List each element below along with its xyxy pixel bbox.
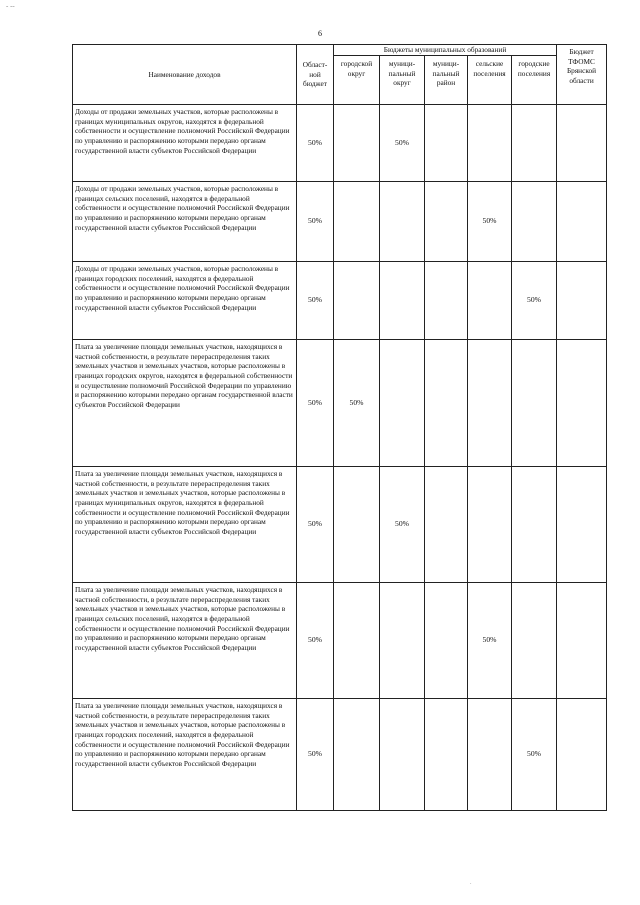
oblast-share: 50% — [297, 699, 334, 811]
tfoms-share — [557, 262, 607, 340]
tfoms-share — [557, 467, 607, 583]
municipal-okrug-share: 50% — [380, 467, 425, 583]
municipal-raion-share — [425, 583, 468, 699]
municipal-okrug-share — [380, 182, 425, 262]
revenue-name: Доходы от продажи земельных участков, которые расположены в границах городских поселений, находятся в федеральной собственности и осуществление полномочий Российской Федерации по управлению и распоряжению которыми передано органам государственной власти субъектов Российской Федерации — [75, 264, 290, 312]
header-urban-settlements: городские поселения — [512, 56, 557, 105]
table-row — [73, 105, 607, 182]
city-district-share — [334, 467, 380, 583]
revenue-name-cell — [73, 105, 297, 182]
oblast-share: 50% — [297, 583, 334, 699]
table-row — [73, 182, 607, 262]
municipal-okrug-share — [380, 699, 425, 811]
municipal-raion-share — [425, 105, 468, 182]
tfoms-share — [557, 105, 607, 182]
urban-share — [512, 340, 557, 467]
header-municipal-okrug: муници- пальный округ — [380, 56, 425, 105]
revenue-name: Доходы от продажи земельных участков, которые расположены в границах сельских поселений, находятся в федеральной собственности и осуществление полномочий Российской Федерации по управлению и распоряжению которыми передано органам государственной власти субъектов Российской Федерации — [75, 184, 290, 232]
city-district-share — [334, 699, 380, 811]
revenue-name-cell — [73, 182, 297, 262]
table-row — [73, 583, 607, 699]
city-district-share — [334, 105, 380, 182]
header-municipal-group: Бюджеты муниципальных образований — [334, 45, 557, 56]
rural-share — [468, 699, 512, 811]
revenue-name: Плата за увеличение площади земельных участков, находящихся в частной собственности, в результате перераспределения таких земельных участков и земельных участков, которые расположены в границах сельских поселений, находятся в федеральной собственности и осуществление полномочий Российской Федерации по управлению и распоряжению которыми передано органам государственной власти субъектов Российской Федерации — [75, 585, 290, 652]
city-district-share — [334, 583, 380, 699]
oblast-share: 50% — [297, 105, 334, 182]
revenue-name: Плата за увеличение площади земельных участков, находящихся в частной собственности, в результате перераспределения таких земельных участков и земельных участков, которые расположены в границах городских округов, находятся в федеральной собственности и осуществление полномочий Российской Федерации по управлению и распоряжению которыми передано органам государственной власти субъектов Российской Федерации — [75, 342, 293, 409]
rural-share: 50% — [468, 583, 512, 699]
table-row — [73, 340, 607, 467]
urban-share: 50% — [512, 262, 557, 340]
urban-share — [512, 105, 557, 182]
urban-share — [512, 182, 557, 262]
tfoms-share — [557, 583, 607, 699]
oblast-share: 50% — [297, 182, 334, 262]
header-municipal-raion: муници- пальный район — [425, 56, 468, 105]
municipal-raion-share — [425, 262, 468, 340]
oblast-share: 50% — [297, 467, 334, 583]
oblast-share: 50% — [297, 340, 334, 467]
header-rural-settlements: сельские поселения — [468, 56, 512, 105]
table-row — [73, 262, 607, 340]
revenue-distribution-table — [72, 44, 607, 811]
page-number: 6 — [318, 29, 322, 38]
municipal-raion-share — [425, 467, 468, 583]
rural-share — [468, 467, 512, 583]
header-oblast: Област- ной бюджет — [297, 45, 334, 105]
city-district-share — [334, 262, 380, 340]
footer-mark: . — [470, 880, 472, 886]
rural-share — [468, 340, 512, 467]
table-row — [73, 467, 607, 583]
header-tfoms: Бюджет ТФОМС Брянской области — [557, 45, 607, 105]
urban-share — [512, 583, 557, 699]
municipal-okrug-share — [380, 583, 425, 699]
tfoms-share — [557, 340, 607, 467]
revenue-name: Доходы от продажи земельных участков, которые расположены в границах муниципальных округов, находятся в федеральной собственности и осуществление полномочий Российской Федерации по управлению и распоряжению которыми передано органам государственной власти субъектов Российской Федерации — [75, 107, 290, 155]
rural-share: 50% — [468, 182, 512, 262]
tfoms-share — [557, 699, 607, 811]
city-district-share: 50% — [334, 340, 380, 467]
revenue-name: Плата за увеличение площади земельных участков, находящихся в частной собственности, в результате перераспределения таких земельных участков и земельных участков, которые расположены в границах городских поселений, находятся в федеральной собственности и осуществление полномочий Российской Федерации по управлению и распоряжению которыми передано органам государственной власти субъектов Российской Федерации — [75, 701, 290, 768]
header-name: Наименование доходов — [73, 45, 297, 105]
margin-mark: - -- — [6, 2, 15, 10]
revenue-name-cell — [73, 699, 297, 811]
oblast-share: 50% — [297, 262, 334, 340]
header-city-district: городской округ — [334, 56, 380, 105]
revenue-name-cell — [73, 340, 297, 467]
revenue-name: Плата за увеличение площади земельных участков, находящихся в частной собственности, в результате перераспределения таких земельных участков и земельных участков, которые расположены в границах муниципальных округов, находятся в федеральной собственности и осуществление полномочий Российской Федерации по управлению и распоряжению которыми передано органам государственной власти субъектов Российской Федерации — [75, 469, 290, 536]
revenue-name-cell — [73, 583, 297, 699]
rural-share — [468, 105, 512, 182]
municipal-raion-share — [425, 340, 468, 467]
municipal-raion-share — [425, 699, 468, 811]
table-row — [73, 699, 607, 811]
revenue-name-cell — [73, 262, 297, 340]
urban-share: 50% — [512, 699, 557, 811]
tfoms-share — [557, 182, 607, 262]
urban-share — [512, 467, 557, 583]
municipal-okrug-share: 50% — [380, 105, 425, 182]
revenue-name-cell — [73, 467, 297, 583]
municipal-raion-share — [425, 182, 468, 262]
city-district-share — [334, 182, 380, 262]
rural-share — [468, 262, 512, 340]
municipal-okrug-share — [380, 262, 425, 340]
municipal-okrug-share — [380, 340, 425, 467]
